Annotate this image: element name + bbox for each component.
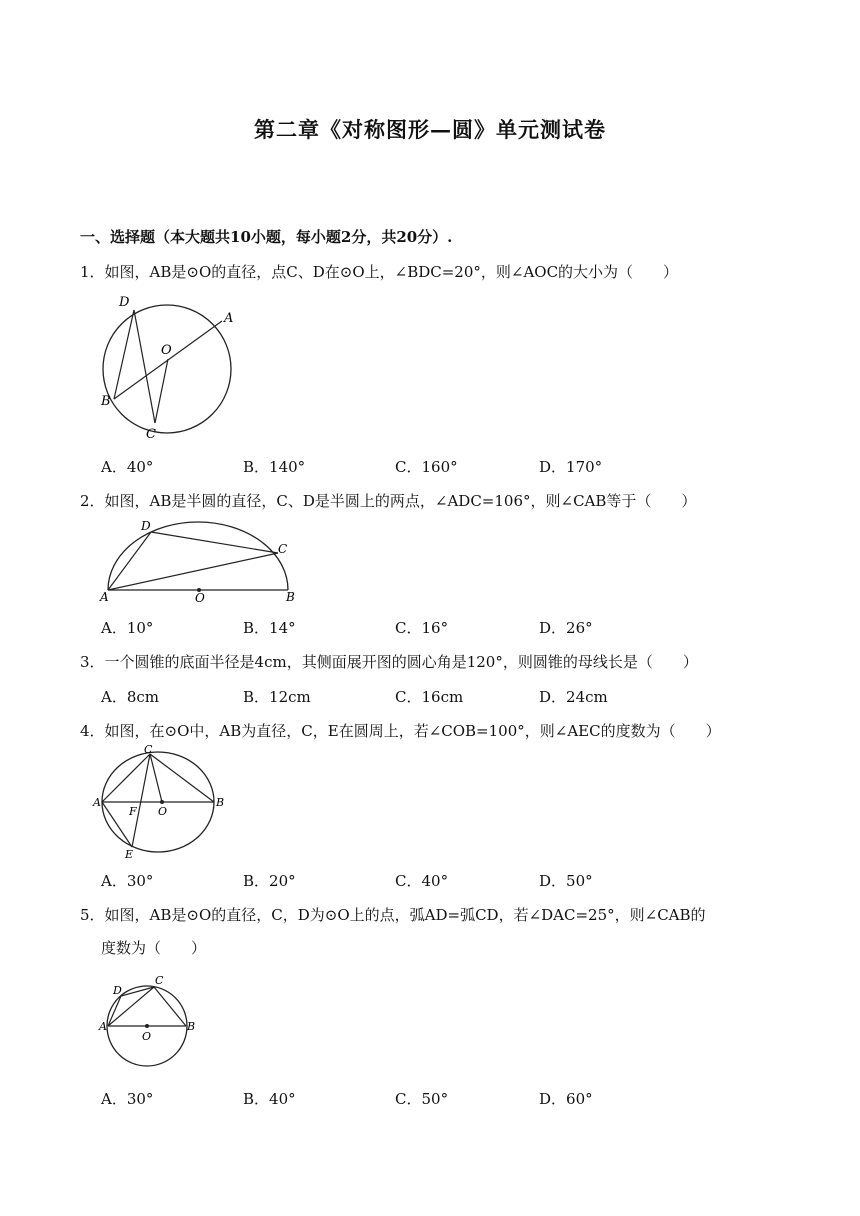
question-5-text-cont: 度数为（ ） [101,939,207,957]
label-f: F [129,805,137,818]
question-4-figure [92,742,237,862]
q3-option-b: B．12cm [243,688,311,706]
question-2-figure [96,515,306,605]
q1-option-b: B．140° [243,458,306,476]
question-2-text: 2．如图，AB是半圆的直径，C、D是半圆上的两点，∠ADC=106°，则∠CAB等于（ ） [80,492,697,510]
chord-dc [134,310,155,423]
page-title: 第二章《对称图形—圆》单元测试卷 [254,117,606,142]
section-heading: 一、选择题（本大题共10小题，每小题2分，共20分）. [80,228,453,246]
center-dot [160,800,164,804]
label-b: B [286,590,295,604]
q4-option-d: D．50° [539,872,593,890]
label-c: C [155,974,164,987]
q5-option-d: D．60° [539,1090,593,1108]
q3-option-d: D．24cm [539,688,608,706]
q2-option-b: B．14° [243,619,296,637]
chord-ae [102,802,132,847]
label-c: C [144,743,153,756]
q4-option-b: B．20° [243,872,296,890]
label-b: B [187,1020,196,1033]
chord-ad [108,532,151,590]
label-o: O [158,805,168,818]
label-a: A [99,1020,107,1033]
q1-option-c: C．160° [395,458,458,476]
label-o: O [142,1030,152,1043]
circle-o [103,305,234,433]
q4-option-c: C．40° [395,872,449,890]
label-a: A [100,590,109,604]
center-dot [145,1024,149,1028]
label-o: O [161,343,172,358]
chord-bd [114,310,134,399]
chord-ac [108,553,278,590]
q3-option-a: A．8cm [101,688,160,706]
q3-option-c: C．16cm [395,688,464,706]
label-d: D [141,519,151,533]
q1-option-a: A．40° [101,458,154,476]
label-b: B [101,394,111,409]
label-a: A [224,311,234,326]
label-d: D [113,984,122,997]
label-c: C [278,542,288,556]
label-c: C [146,427,156,442]
q2-option-d: D．26° [539,619,593,637]
q2-option-c: C．16° [395,619,449,637]
semicircle-arc [108,522,288,590]
question-3-text: 3．一个圆锥的底面半径是4cm，其侧面展开图的圆心角是120°，则圆锥的母线长是（ ） [80,653,698,671]
q5-option-a: A．30° [101,1090,154,1108]
question-1-figure [90,292,250,442]
q5-option-b: B．40° [243,1090,296,1108]
label-d: D [119,295,130,310]
question-4-text: 4．如图，在⊙O中，AB为直径，C，E在圆周上，若∠COB=100°，则∠AEC的度数为（ ） [80,722,721,740]
chord-dc [151,532,278,553]
label-e: E [125,848,134,861]
q5-option-c: C．50° [395,1090,449,1108]
label-a: A [93,796,101,809]
label-b: B [216,796,225,809]
question-5-figure [96,970,206,1070]
label-o: O [195,591,205,605]
question-1-text: 1．如图，AB是⊙O的直径，点C、D在⊙O上，∠BDC=20°，则∠AOC的大小为（ ） [80,263,679,281]
question-5-text: 5．如图，AB是⊙O的直径，C，D为⊙O上的点，弧AD=弧CD，若∠DAC=25°，则∠CAB的 [80,906,706,924]
q1-option-d: D．170° [539,458,603,476]
q4-option-a: A．30° [101,872,154,890]
chord-ce [132,754,150,847]
q2-option-a: A．10° [101,619,154,637]
